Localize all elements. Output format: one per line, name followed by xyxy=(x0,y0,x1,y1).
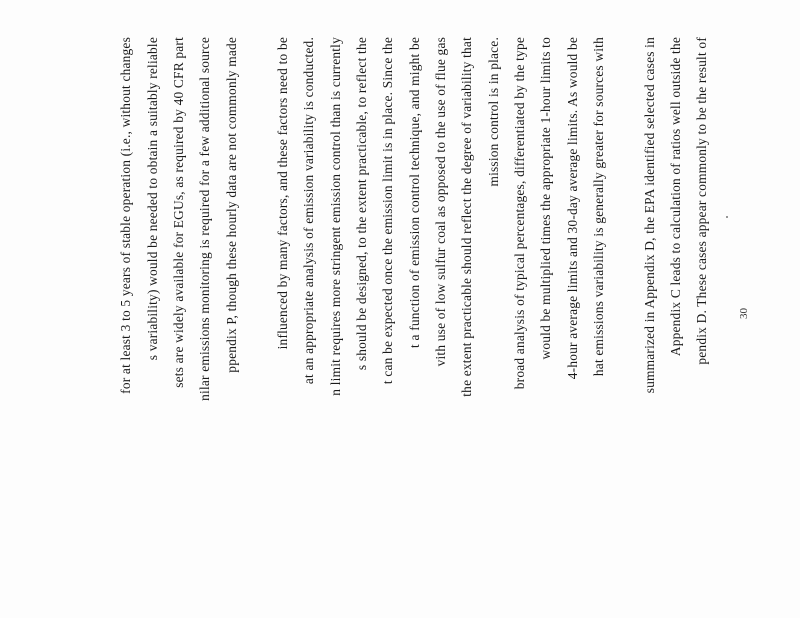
scan-artifact xyxy=(726,216,728,218)
text-line: the extent practicable should reflect the degree of variability that xyxy=(459,37,474,397)
page-number: 30 xyxy=(738,308,750,319)
text-line: 4-hour average limits and 30-day average limits. As would be xyxy=(565,37,580,380)
text-line: vith use of low sulfur coal as opposed to the use of flue gas xyxy=(433,37,448,367)
text-line: influenced by many factors, and these factors need to be xyxy=(275,37,290,350)
text-line: for at least 3 to 5 years of stable operation (i.e., without changes xyxy=(118,37,133,394)
text-line: t a function of emission control technique, and might be xyxy=(407,37,422,348)
text-line: s variability) would be needed to obtain a suitably reliable xyxy=(145,37,160,361)
text-line: mission control is in place. xyxy=(486,37,501,187)
text-line: pendix D. These cases appear commonly to be the result of xyxy=(694,37,709,365)
text-line: ppendix P, though these hourly data are not commonly made xyxy=(224,37,239,373)
text-line: Appendix C leads to calculation of ratios well outside the xyxy=(668,37,683,357)
rotated-text-block xyxy=(30,29,770,589)
text-line: summarized in Appendix D, the EPA identified selected cases in xyxy=(642,37,657,394)
text-line: at an appropriate analysis of emission variability is conducted. xyxy=(301,37,316,385)
text-line: nilar emissions monitoring is required for a few additional source xyxy=(197,37,212,401)
text-line: hat emissions variability is generally greater for sources with xyxy=(591,37,606,377)
text-line: s should be designed, to the extent practicable, to reflect the xyxy=(354,37,369,371)
text-line: t can be expected once the emission limit is in place. Since the xyxy=(380,37,395,385)
text-line: sets are widely available for EGUs, as required by 40 CFR part xyxy=(171,37,186,388)
text-line: would be multiplied times the appropriate 1-hour limits to xyxy=(538,37,553,360)
text-line: broad analysis of typical percentages, differentiated by the type xyxy=(512,37,527,390)
text-line: n limit requires more stringent emission control than is currently xyxy=(328,37,343,396)
